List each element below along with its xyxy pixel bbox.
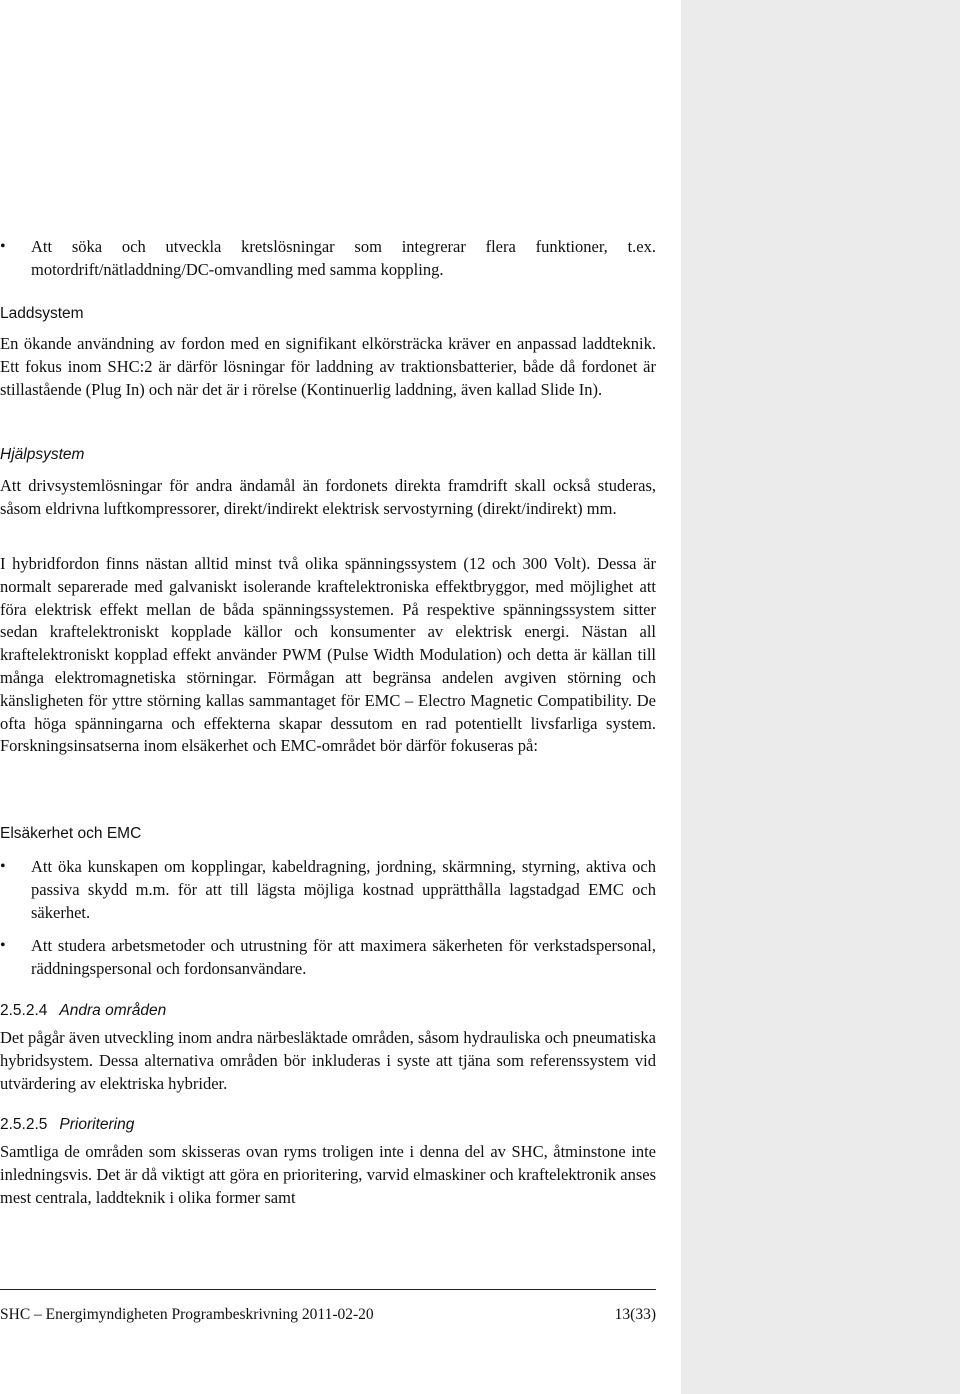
andra-paragraph: Det pågår även utveckling inom andra närbesläktade områden, såsom hydrauliska och pneumatiska hybridsystem. Dessa alternativa områden bör inkluderas i syste att tjäna som referenssystem vid utvärdering av elektriska hybrider. [0, 1028, 656, 1093]
elsakerhet-bullet-1 [0, 856, 656, 924]
andra-heading [0, 1001, 166, 1021]
andra-section-title: Andra områden [59, 1002, 167, 1019]
comment-margin-pane [681, 0, 960, 1394]
laddsystem-heading: Laddsystem [0, 305, 84, 322]
bullet-icon: • [0, 238, 6, 255]
prioritering-section-number: 2.5.2.5 [0, 1116, 48, 1133]
elsakerhet-heading: Elsäkerhet och EMC [0, 825, 142, 842]
elsakerhet-bullet-2 [0, 935, 656, 981]
hjalpsystem-paragraph-2: I hybridfordon finns nästan alltid minst två olika spänningssystem (12 och 300 Volt). Dessa är normalt separerade med galvaniskt isolerande kraftelektroniska effektbryggor, med möjlighet att föra elektrisk effekt mellan de båda spänningssystemen. På respektive spänningssystem sitter sedan kraftelektroniskt kopplade källor och konsumenter av elektrisk energi. Nästan all kraftelektroniskt kopplad effekt använder PWM (Pulse Width Modulation) och detta är källan till många elektromagnetiska störningar. Förmågan att begränsa andelen avgiven störning och känsligheten för yttre störning kallas sammantaget för EMC – Electro Magnetic Compatibility. De ofta höga spänningarna och effekterna skapar dessutom en rad potentiellt livsfarliga system. Forskningsinsatserna inom elsäkerhet och EMC-området bör därför fokuseras på: [0, 554, 656, 756]
hjalpsystem-paragraph-1: Att drivsystemlösningar för andra ändamål än fordonets direkta framdrift skall också studeras, såsom eldrivna luftkompressorer, direkt/indirekt elektrisk servostyrning (direkt/indirekt) mm. [0, 476, 656, 518]
andra-section-number: 2.5.2.4 [0, 1002, 48, 1019]
hjalpsystem-heading: Hjälpsystem [0, 446, 85, 463]
intro-bullet-text: Att söka och utveckla kretslösningar som integrerar flera funktioner, t.ex. motordrift/nätladdning/DC-omvandling med samma koppling. [31, 237, 656, 279]
elsakerhet-bullet-1-text: Att öka kunskapen om kopplingar, kabeldragning, jordning, skärmning, styrning, aktiva och passiva skydd m.m. för att till lägsta möjliga kostnad upprätthålla lagstadgad EMC och säkerhet. [31, 857, 656, 922]
bullet-icon: • [0, 858, 6, 875]
elsakerhet-bullet-2-text: Att studera arbetsmetoder och utrustning för att maximera säkerheten för verkstadspersonal, räddningspersonal och fordonsanvändare. [31, 936, 656, 978]
prioritering-paragraph: Samtliga de områden som skisseras ovan ryms troligen inte i denna del av SHC, åtminstone inte inledningsvis. Det är då viktigt att göra en prioritering, varvid elmaskiner och kraftelektronik anses mest centrala, laddteknik i olika former samt [0, 1142, 656, 1207]
intro-bullet [0, 236, 656, 282]
page-number: 13(33) [614, 1306, 656, 1323]
footer-title: SHC – Energimyndigheten Programbeskrivning 2011-02-20 [0, 1306, 374, 1323]
prioritering-section-title: Prioritering [59, 1116, 135, 1133]
bullet-icon: • [0, 937, 6, 954]
laddsystem-paragraph: En ökande användning av fordon med en signifikant elkörsträcka kräver en anpassad laddteknik. Ett fokus inom SHC:2 är därför lösningar för laddning av traktionsbatterier, både då fordonet är stillastående (Plug In) och när det är i rörelse (Kontinuerlig laddning, även kallad Slide In). [0, 334, 656, 399]
prioritering-heading [0, 1115, 134, 1135]
footer-divider [0, 1289, 656, 1290]
